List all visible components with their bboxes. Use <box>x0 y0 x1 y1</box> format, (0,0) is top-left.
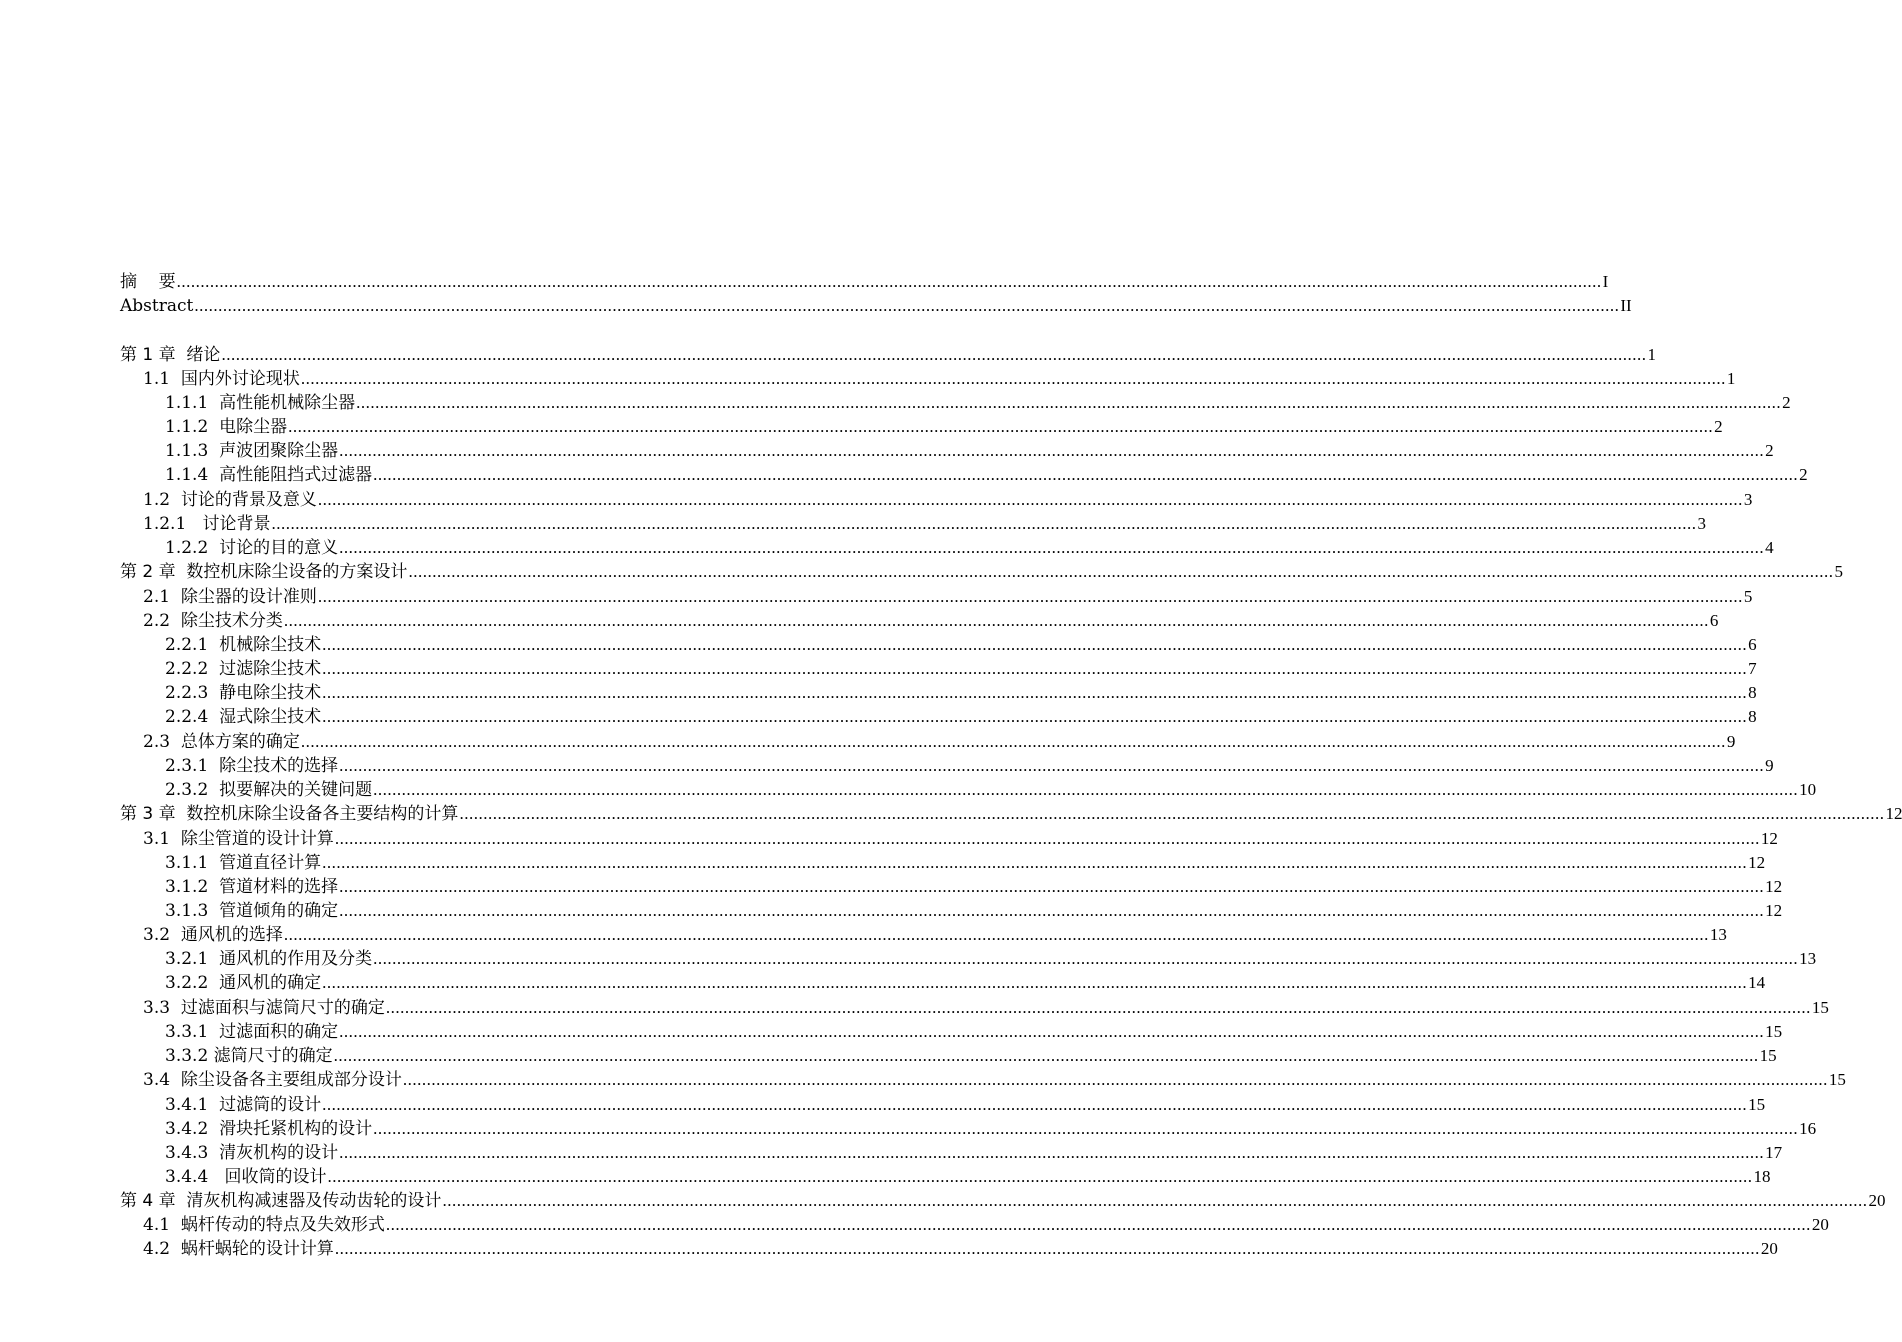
toc-entry[interactable] <box>120 802 1902 826</box>
toc-entry[interactable] <box>165 1117 1817 1141</box>
toc-page-number: 20 <box>1868 1191 1886 1210</box>
toc-page-number: 7 <box>1748 659 1757 678</box>
toc-entry[interactable] <box>165 754 1774 778</box>
toc-dot-leader: ............................................................................................................................................................................................................................................................................................................ <box>373 1119 1799 1138</box>
toc-entry[interactable] <box>120 270 1609 294</box>
toc-dot-leader: ............................................................................................................................................................................................................................................................................................................ <box>300 369 1726 388</box>
toc-entry-label: 1.1.2 电除尘器 <box>165 417 288 437</box>
toc-entry-label: 3.3.1 过滤面积的确定 <box>165 1022 339 1042</box>
toc-dot-leader: ............................................................................................................................................................................................................................................................................................................ <box>283 611 1709 630</box>
toc-entry[interactable] <box>165 1044 1777 1068</box>
toc-entry[interactable] <box>143 585 1753 609</box>
toc-dot-leader: ............................................................................................................................................................................................................................................................................................................ <box>402 1070 1828 1089</box>
toc-page-number: 12 <box>1885 804 1902 823</box>
toc-page-number: 6 <box>1709 611 1719 630</box>
toc-entry[interactable] <box>165 681 1757 705</box>
toc-entry[interactable] <box>165 633 1757 657</box>
toc-entry-label: 1.1.1 高性能机械除尘器 <box>165 393 356 413</box>
toc-dot-leader: ............................................................................................................................................................................................................................................................................................................ <box>322 1095 1748 1114</box>
toc-entry-label: 3.4 除尘设备各主要组成部分设计 <box>143 1070 402 1090</box>
toc-page-number: 12 <box>1765 877 1783 896</box>
toc-dot-leader: ............................................................................................................................................................................................................................................................................................................ <box>385 1215 1811 1234</box>
toc-dot-leader: ............................................................................................................................................................................................................................................................................................................ <box>221 345 1647 364</box>
toc-entry[interactable] <box>165 947 1817 971</box>
toc-entry[interactable] <box>165 851 1766 875</box>
toc-page-number: 6 <box>1748 635 1757 654</box>
toc-entry[interactable] <box>143 923 1727 947</box>
toc-dot-leader: ............................................................................................................................................................................................................................................................................................................ <box>334 1239 1760 1258</box>
toc-page-number: 3 <box>1697 514 1706 533</box>
toc-entry-label: 3.2.2 通风机的确定 <box>165 973 322 993</box>
toc-page-number: 4 <box>1765 538 1774 557</box>
toc-entry-label: 1.2.1 讨论背景 <box>143 514 271 534</box>
toc-dot-leader: ............................................................................................................................................................................................................................................................................................................ <box>322 707 1748 726</box>
toc-dot-leader: ............................................................................................................................................................................................................................................................................................................ <box>356 393 1782 412</box>
toc-entry[interactable] <box>120 294 1632 318</box>
toc-page-number: 15 <box>1759 1046 1777 1065</box>
toc-page-number: 2 <box>1765 441 1774 460</box>
toc-page-number: 13 <box>1799 949 1817 968</box>
toc-dot-leader: ............................................................................................................................................................................................................................................................................................................ <box>442 1191 1868 1210</box>
toc-entry-label: 1.2 讨论的背景及意义 <box>143 490 317 510</box>
toc-entry-label: 2.2.3 静电除尘技术 <box>165 683 322 703</box>
toc-dot-leader: ............................................................................................................................................................................................................................................................................................................ <box>339 538 1765 557</box>
toc-entry[interactable] <box>165 391 1791 415</box>
toc-dot-leader: ............................................................................................................................................................................................................................................................................................................ <box>408 562 1834 581</box>
toc-entry-label: 4.1 蜗杆传动的特点及失效形式 <box>143 1215 385 1235</box>
toc-page-number: 5 <box>1834 562 1843 581</box>
toc-entry-label: 2.2 除尘技术分类 <box>143 611 283 631</box>
toc-entry[interactable] <box>165 439 1774 463</box>
toc-entry-label: 1.1.3 声波团聚除尘器 <box>165 441 339 461</box>
toc-entry-label: Abstract <box>120 296 194 316</box>
toc-dot-leader: ............................................................................................................................................................................................................................................................................................................ <box>334 829 1760 848</box>
toc-page-number: 17 <box>1765 1143 1783 1162</box>
toc-entry-label: 第 4 章 清灰机构减速器及传动齿轮的设计 <box>120 1191 442 1211</box>
toc-entry-label: 2.2.1 机械除尘技术 <box>165 635 322 655</box>
toc-entry[interactable] <box>165 705 1757 729</box>
toc-entry[interactable] <box>143 367 1736 391</box>
toc-entry[interactable] <box>143 488 1753 512</box>
toc-page-number: 18 <box>1753 1167 1771 1186</box>
toc-dot-leader: ............................................................................................................................................................................................................................................................................................................ <box>194 296 1620 315</box>
toc-page-number: 14 <box>1748 973 1766 992</box>
toc-dot-leader: ............................................................................................................................................................................................................................................................................................................ <box>176 272 1602 291</box>
toc-page-number: 1 <box>1726 369 1736 388</box>
toc-entry[interactable] <box>143 1213 1829 1237</box>
toc-entry-label: 3.1.2 管道材料的选择 <box>165 877 339 897</box>
toc-entry[interactable] <box>143 1068 1846 1092</box>
toc-dot-leader: ............................................................................................................................................................................................................................................................................................................ <box>322 973 1748 992</box>
toc-entry[interactable] <box>165 415 1723 439</box>
toc-entry-label: 3.3 过滤面积与滤筒尺寸的确定 <box>143 998 385 1018</box>
toc-entry[interactable] <box>120 560 1843 584</box>
toc-entry[interactable] <box>165 536 1774 560</box>
toc-page-number: 2 <box>1782 393 1791 412</box>
toc-page-number: 2 <box>1714 417 1723 436</box>
toc-entry-label: 3.4.3 清灰机构的设计 <box>165 1143 339 1163</box>
toc-entry-label: 第 2 章 数控机床除尘设备的方案设计 <box>120 562 408 582</box>
toc-dot-leader: ............................................................................................................................................................................................................................................................................................................ <box>322 635 1748 654</box>
toc-entry-label: 3.4.1 过滤筒的设计 <box>165 1095 322 1115</box>
toc-page-number: 1 <box>1647 345 1656 364</box>
toc-dot-leader: ............................................................................................................................................................................................................................................................................................................ <box>339 441 1765 460</box>
toc-entry-label: 3.1.1 管道直径计算 <box>165 853 322 873</box>
toc-entry[interactable] <box>165 1093 1766 1117</box>
toc-page-number: 9 <box>1765 756 1774 775</box>
toc-page-number: 13 <box>1709 925 1727 944</box>
toc-entry[interactable] <box>143 730 1736 754</box>
toc-page-number: 15 <box>1811 998 1829 1017</box>
toc-entry[interactable] <box>165 657 1757 681</box>
toc-entry-label: 第 3 章 数控机床除尘设备各主要结构的计算 <box>120 804 459 824</box>
toc-entry-label: 第 1 章 绪论 <box>120 345 221 365</box>
toc-entry-label: 1.1.4 高性能阻挡式过滤器 <box>165 465 373 485</box>
toc-page-number: 5 <box>1743 587 1753 606</box>
toc-entry[interactable] <box>120 343 1656 367</box>
toc-entry-label: 2.3 总体方案的确定 <box>143 732 300 752</box>
toc-dot-leader: ............................................................................................................................................................................................................................................................................................................ <box>459 804 1885 823</box>
toc-entry[interactable] <box>165 971 1766 995</box>
toc-page-number: I <box>1602 272 1609 291</box>
toc-dot-leader: ............................................................................................................................................................................................................................................................................................................ <box>373 949 1799 968</box>
toc-entry[interactable] <box>165 1141 1783 1165</box>
toc-dot-leader: ............................................................................................................................................................................................................................................................................................................ <box>333 1046 1759 1065</box>
toc-page-number: 9 <box>1726 732 1736 751</box>
toc-dot-leader: ............................................................................................................................................................................................................................................................................................................ <box>283 925 1709 944</box>
toc-page-number: 15 <box>1748 1095 1766 1114</box>
toc-page-number: 12 <box>1748 853 1766 872</box>
toc-dot-leader: ............................................................................................................................................................................................................................................................................................................ <box>385 998 1811 1017</box>
toc-entry[interactable] <box>165 875 1783 899</box>
toc-page-number: 8 <box>1748 707 1757 726</box>
toc-entry-label: 3.4.4 回收筒的设计 <box>165 1167 327 1187</box>
toc-page-number: 10 <box>1799 780 1817 799</box>
toc-entry-label: 2.2.4 湿式除尘技术 <box>165 707 322 727</box>
toc-page-number: 15 <box>1765 1022 1783 1041</box>
toc-dot-leader: ............................................................................................................................................................................................................................................................................................................ <box>327 1167 1753 1186</box>
toc-entry[interactable] <box>165 1020 1783 1044</box>
toc-entry-label: 2.1 除尘器的设计准则 <box>143 587 317 607</box>
toc-dot-leader: ............................................................................................................................................................................................................................................................................................................ <box>300 732 1726 751</box>
toc-dot-leader: ............................................................................................................................................................................................................................................................................................................ <box>339 877 1765 896</box>
toc-entry-label: 摘 要 <box>120 272 176 292</box>
toc-dot-leader: ............................................................................................................................................................................................................................................................................................................ <box>373 780 1799 799</box>
toc-dot-leader: ............................................................................................................................................................................................................................................................................................................ <box>339 756 1765 775</box>
toc-entry-label: 3.1 除尘管道的设计计算 <box>143 829 334 849</box>
toc-page-number: 20 <box>1760 1239 1778 1258</box>
toc-entry-label: 1.1 国内外讨论现状 <box>143 369 300 389</box>
toc-entry[interactable] <box>143 609 1719 633</box>
toc-entry-label: 3.2 通风机的选择 <box>143 925 283 945</box>
toc-entry-label: 2.3.1 除尘技术的选择 <box>165 756 339 776</box>
toc-page-number: 3 <box>1743 490 1753 509</box>
toc-entry[interactable] <box>143 512 1706 536</box>
toc-dot-leader: ............................................................................................................................................................................................................................................................................................................ <box>322 683 1748 702</box>
toc-dot-leader: ............................................................................................................................................................................................................................................................................................................ <box>373 465 1799 484</box>
toc-page-number: II <box>1620 296 1632 315</box>
toc-dot-leader: ............................................................................................................................................................................................................................................................................................................ <box>317 490 1743 509</box>
toc-page-number: 12 <box>1760 829 1778 848</box>
toc-entry[interactable] <box>165 463 1808 487</box>
toc-dot-leader: ............................................................................................................................................................................................................................................................................................................ <box>339 1022 1765 1041</box>
toc-dot-leader: ............................................................................................................................................................................................................................................................................................................ <box>339 1143 1765 1162</box>
toc-dot-leader: ............................................................................................................................................................................................................................................................................................................ <box>339 901 1765 920</box>
toc-page-number: 16 <box>1799 1119 1817 1138</box>
toc-entry[interactable] <box>165 899 1783 923</box>
toc-page-number: 12 <box>1765 901 1783 920</box>
toc-page-number: 20 <box>1811 1215 1829 1234</box>
toc-page-number: 2 <box>1799 465 1808 484</box>
toc-page-number: 15 <box>1828 1070 1846 1089</box>
toc-entry[interactable] <box>165 778 1817 802</box>
toc-page-number: 8 <box>1748 683 1757 702</box>
toc-entry-label: 3.4.2 滑块托紧机构的设计 <box>165 1119 373 1139</box>
toc-entry-label: 2.3.2 拟要解决的关键问题 <box>165 780 373 800</box>
toc-entry[interactable] <box>143 996 1829 1020</box>
toc-entry-label: 4.2 蜗杆蜗轮的设计计算 <box>143 1239 334 1259</box>
toc-entry[interactable] <box>143 827 1778 851</box>
toc-dot-leader: ............................................................................................................................................................................................................................................................................................................ <box>322 853 1748 872</box>
toc-entry-label: 3.3.2 滤筒尺寸的确定 <box>165 1046 333 1066</box>
toc-entry-label: 2.2.2 过滤除尘技术 <box>165 659 322 679</box>
toc-entry[interactable] <box>120 1189 1886 1213</box>
toc-dot-leader: ............................................................................................................................................................................................................................................................................................................ <box>288 417 1714 436</box>
toc-dot-leader: ............................................................................................................................................................................................................................................................................................................ <box>322 659 1748 678</box>
toc-dot-leader: ............................................................................................................................................................................................................................................................................................................ <box>271 514 1697 533</box>
toc-entry-label: 3.2.1 通风机的作用及分类 <box>165 949 373 969</box>
toc-entry-label: 1.2.2 讨论的目的意义 <box>165 538 339 558</box>
toc-entry[interactable] <box>143 1237 1778 1261</box>
toc-dot-leader: ............................................................................................................................................................................................................................................................................................................ <box>317 587 1743 606</box>
toc-entry-label: 3.1.3 管道倾角的确定 <box>165 901 339 921</box>
toc-entry[interactable] <box>165 1165 1771 1189</box>
